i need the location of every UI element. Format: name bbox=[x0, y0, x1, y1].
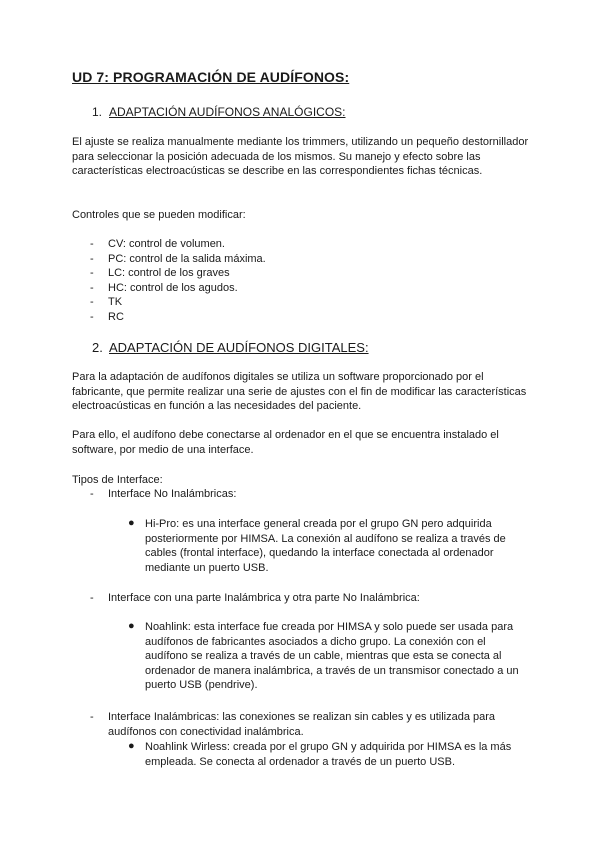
interface-type-1-detail-text: Hi-Pro: es una interface general creada por el grupo GN pero adquirida posteriormente por HIMSA. La conexión al audífono se realiza a través de cables (frontal interface), quedando la interface conectada al ordenador mediante un puerto USB. bbox=[145, 518, 506, 574]
section-2-paragraph-1: Para la adaptación de audífonos digitales se utiliza un software proporcionado por el fabricante, que permite realizar una serie de ajustes con el fin de modificar las características electroacústicas en función a las necesidades del paciente. bbox=[72, 371, 527, 412]
dash-marker: - bbox=[90, 488, 94, 500]
controls-intro: Controles que se pueden modificar: bbox=[72, 209, 246, 221]
control-item-hc: - HC: control de los agudos. bbox=[90, 281, 266, 296]
dash-marker: - bbox=[90, 592, 94, 604]
section-1-heading bbox=[92, 105, 346, 120]
control-item-tk: - TK bbox=[90, 295, 266, 310]
interface-type-1-label: Interface No Inalámbricas: bbox=[108, 488, 237, 500]
interface-type-2-detail bbox=[128, 620, 524, 693]
interface-type-2-label: Interface con una parte Inalámbrica y otra parte No Inalámbrica: bbox=[108, 592, 420, 604]
section-1-number: 1. bbox=[92, 105, 103, 119]
interface-type-3-detail bbox=[128, 740, 524, 769]
section-1-heading-text: ADAPTACIÓN AUDÍFONOS ANALÓGICOS: bbox=[109, 105, 346, 119]
section-2-heading bbox=[92, 340, 369, 355]
interface-type-1-detail bbox=[128, 517, 524, 575]
interface-type-2 bbox=[90, 591, 530, 606]
section-2-number: 2. bbox=[92, 340, 103, 355]
interface-type-3 bbox=[90, 710, 530, 739]
dash-marker: - bbox=[90, 711, 94, 723]
control-item-cv: - CV: control de volumen. bbox=[90, 237, 266, 252]
interface-type-1 bbox=[90, 487, 530, 502]
interface-type-3-detail-text: Noahlink Wirless: creada por el grupo GN y adquirida por HIMSA es la más empleada. Se conecta al ordenador a través de un puerto USB. bbox=[145, 741, 512, 768]
bullet-icon: ● bbox=[128, 620, 135, 632]
interface-type-3-label: Interface Inalámbricas: las conexiones se realizan sin cables y es utilizada para audífonos con conectividad inalámbrica. bbox=[108, 711, 496, 738]
bullet-icon: ● bbox=[128, 517, 135, 529]
document-title: UD 7: PROGRAMACIÓN DE AUDÍFONOS: bbox=[72, 69, 350, 85]
section-2-paragraph-2: Para ello, el audífono debe conectarse al ordenador en el que se encuentra instalado el software, por medio de una interface. bbox=[72, 429, 499, 456]
interface-type-2-detail-text: Noahlink: esta interface fue creada por HIMSA y solo puede ser usada para audífonos de fabricantes asociados a dicho grupo. La conexión con el audífono se realiza a través de un cable, mientras que esta se conecta al ordenador de manera inalámbrica, a través de un transmisor conectado a un puerto USB (pendrive). bbox=[145, 621, 519, 691]
bullet-icon: ● bbox=[128, 740, 135, 752]
control-item-rc: - RC bbox=[90, 310, 266, 325]
control-item-pc: - PC: control de la salida máxima. bbox=[90, 252, 266, 267]
interface-types-intro: Tipos de Interface: bbox=[72, 474, 163, 486]
control-item-lc: - LC: control de los graves bbox=[90, 266, 266, 281]
section-2-heading-text: ADAPTACIÓN DE AUDÍFONOS DIGITALES: bbox=[109, 340, 369, 355]
controls-list bbox=[90, 237, 266, 324]
section-1-paragraph: El ajuste se realiza manualmente mediante los trimmers, utilizando un pequeño destornillador para seleccionar la posición adecuada de los mismos. Su manejo y efecto sobre las características electroacústicas se describe en las correspondientes fichas técnicas. bbox=[72, 136, 529, 177]
